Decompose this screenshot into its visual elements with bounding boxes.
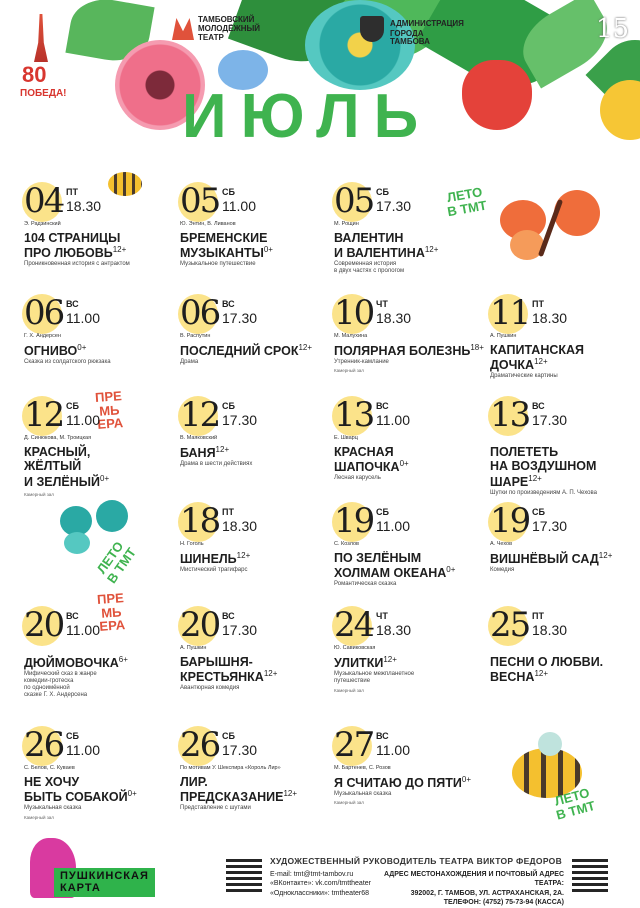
event-genre: Музыкальное межпланетное путешествие bbox=[334, 670, 415, 684]
event-age-rating: 12+ bbox=[263, 669, 278, 679]
event-age-rating: 0+ bbox=[399, 459, 409, 469]
event-age-rating: 12+ bbox=[534, 357, 548, 367]
event-weekday: СБ bbox=[222, 731, 235, 741]
theatre-logo-line3: ТЕАТР bbox=[198, 33, 224, 42]
event-age-rating: 0+ bbox=[263, 245, 273, 255]
event-author: Е. Шварц bbox=[334, 435, 358, 441]
event-title bbox=[490, 655, 603, 685]
event-time: 18.30 bbox=[222, 518, 258, 534]
event-genre: Утренник-камлание bbox=[334, 358, 389, 365]
event-weekday: ВС bbox=[66, 611, 79, 621]
event-time: 17.30 bbox=[222, 310, 258, 326]
event-age-rating: 0+ bbox=[446, 565, 456, 575]
event-title-text: ЛИР. ПРЕДСКАЗАНИЕ bbox=[180, 775, 284, 805]
bee-wing-icon bbox=[538, 732, 562, 756]
leto-sticker: ЛЕТО В ТМТ bbox=[93, 538, 139, 586]
event-genre: Проникновенная история с антрактом bbox=[24, 261, 130, 267]
event-time: 18.30 bbox=[376, 310, 412, 326]
event-age-rating: 12+ bbox=[236, 551, 251, 560]
email-link[interactable]: E-mail: tmt@tmt-tambov.ru bbox=[270, 871, 354, 878]
event-genre: Драма в шести действиях bbox=[180, 460, 253, 467]
event-time: 17.30 bbox=[532, 412, 568, 428]
ok-link[interactable]: «Одноклассники»: tmtheater68 bbox=[270, 889, 370, 897]
event-time: 11.00 bbox=[222, 198, 256, 214]
event-title-text: ВАЛЕНТИН И ВАЛЕНТИНА bbox=[334, 231, 425, 261]
event-title bbox=[24, 775, 137, 805]
event-title bbox=[334, 445, 409, 475]
event-weekday: ВС bbox=[376, 401, 389, 411]
event-author: По мотивам У. Шекспира «Король Лир» bbox=[180, 765, 281, 771]
event-day: 25 bbox=[490, 605, 530, 645]
event-weekday: ЧТ bbox=[376, 611, 388, 621]
contacts bbox=[270, 870, 371, 898]
event-title-text: КРАСНЫЙ, ЖЁЛТЫЙ И ЗЕЛЁНЫЙ bbox=[24, 445, 101, 489]
leto-sticker: ЛЕТО В ТМТ bbox=[552, 784, 597, 823]
victory-badge-text: ПОБЕДА! bbox=[20, 88, 67, 99]
event-age-rating: 0+ bbox=[100, 473, 110, 483]
event-day: 19 bbox=[334, 501, 374, 541]
qr-code[interactable] bbox=[226, 856, 262, 892]
event-author: М. Малухина bbox=[334, 333, 368, 339]
event-title-text: ШИНЕЛЬ bbox=[180, 552, 237, 567]
coat-of-arms-icon bbox=[360, 16, 384, 42]
event-weekday: ПТ bbox=[66, 187, 78, 197]
event-author: А. Чехов bbox=[490, 541, 512, 547]
event-genre: Музыкальное путешествие bbox=[180, 261, 256, 267]
address-label: АДРЕС МЕСТОНАХОЖДЕНИЯ И ПОЧТОВЫЙ АДРЕС ТЕАТРА: bbox=[383, 871, 564, 888]
event-genre: Представление с шутами bbox=[180, 805, 251, 811]
theatre-logo-icon bbox=[172, 18, 194, 40]
pushkin-card[interactable] bbox=[20, 838, 220, 898]
event-genre: Лесная карусель bbox=[334, 475, 381, 481]
event-time: 18.30 bbox=[376, 622, 412, 638]
event-title-text: ПЕСНИ О ЛЮБВИ. ВЕСНА bbox=[490, 655, 604, 685]
event-day: 04 bbox=[24, 181, 64, 221]
event-title-text: КАПИТАНСКАЯ ДОЧКА bbox=[490, 343, 585, 373]
event-time: 18.30 bbox=[66, 198, 102, 214]
event-title bbox=[180, 775, 297, 805]
event-day: 27 bbox=[334, 725, 374, 765]
event-day: 18 bbox=[180, 501, 220, 541]
event-genre: Музыкальная сказка bbox=[334, 790, 392, 797]
event-title bbox=[24, 231, 126, 261]
event-age-rating: 12+ bbox=[283, 789, 298, 799]
event-title-text: БРЕМЕНСКИЕ МУЗЫКАНТЫ bbox=[180, 231, 268, 261]
event-genre: Комедия bbox=[490, 566, 515, 573]
event-author: Ю. Савиковская bbox=[334, 645, 376, 651]
anniversary-mark: 15 bbox=[596, 14, 630, 44]
event-genre: Мистический трагифарс bbox=[180, 566, 248, 573]
address-block bbox=[378, 870, 564, 908]
event-time: 17.30 bbox=[532, 518, 568, 534]
event-title bbox=[24, 655, 128, 671]
event-title bbox=[24, 445, 109, 489]
event-time: 18.30 bbox=[532, 310, 568, 326]
event-title-text: НЕ ХОЧУ БЫТЬ СОБАКОЙ bbox=[24, 775, 128, 805]
event-day: 10 bbox=[334, 293, 374, 333]
event-time: 18.30 bbox=[532, 622, 568, 638]
event-day: 05 bbox=[334, 181, 374, 221]
event-title-text: ПОСЛЕДНИЙ СРОК bbox=[180, 344, 299, 359]
event-title-text: Я СЧИТАЮ ДО ПЯТИ bbox=[334, 776, 462, 791]
admin-logo-line2: ГОРОДА ТАМБОВА bbox=[390, 29, 430, 47]
event-genre: Драма bbox=[180, 358, 199, 365]
event-weekday: ПТ bbox=[532, 611, 544, 621]
address: 392002, Г. ТАМБОВ, УЛ. АСТРАХАНСКАЯ, 2А. bbox=[410, 889, 564, 897]
monument-icon bbox=[34, 14, 48, 62]
event-age-rating: 12+ bbox=[215, 445, 230, 454]
event-weekday: ВС bbox=[532, 401, 545, 411]
event-title bbox=[334, 775, 471, 791]
event-age-rating: 0+ bbox=[127, 789, 137, 799]
event-age-rating: 18+ bbox=[470, 343, 484, 352]
event-genre: Мифический сказ в жанре комедии-гротеска по одноимённой сказке Г. Х. Андерсена bbox=[24, 670, 97, 699]
event-weekday: ВС bbox=[222, 611, 235, 621]
event-author: М. Бартенев, С. Розов bbox=[334, 765, 391, 771]
event-day: 13 bbox=[334, 395, 374, 435]
event-time: 17.30 bbox=[376, 198, 412, 214]
event-day: 26 bbox=[180, 725, 220, 765]
event-title bbox=[180, 445, 229, 461]
event-age-rating: 12+ bbox=[598, 551, 613, 560]
event-time: 11.00 bbox=[376, 742, 410, 758]
event-title-text: КРАСНАЯ ШАПОЧКА bbox=[334, 445, 400, 475]
theatre-logo-line1: ТАМБОВСКИЙ bbox=[198, 15, 255, 24]
event-day: 12 bbox=[24, 395, 64, 435]
event-day: 12 bbox=[180, 395, 220, 435]
event-age-rating: 12+ bbox=[528, 473, 542, 483]
event-title bbox=[334, 551, 455, 581]
qr-code[interactable] bbox=[572, 856, 608, 892]
vk-link[interactable]: «ВКонтакте»: vk.com/tmttheater bbox=[270, 880, 371, 888]
event-age-rating: 0+ bbox=[77, 343, 87, 352]
month-title: ИЮЛЬ bbox=[182, 82, 433, 151]
event-day: 06 bbox=[180, 293, 220, 333]
event-weekday: ВС bbox=[222, 299, 235, 309]
butterfly-icon bbox=[500, 190, 600, 270]
event-weekday: СБ bbox=[376, 187, 389, 197]
event-genre: Сказка из солдатского рюкзака bbox=[24, 358, 111, 365]
event-weekday: ВС bbox=[376, 731, 389, 741]
event-age-rating: 6+ bbox=[118, 655, 128, 664]
event-time: 17.30 bbox=[222, 742, 258, 758]
event-age-rating: 0+ bbox=[461, 775, 471, 784]
event-title-text: БАРЫШНЯ- КРЕСТЬЯНКА bbox=[180, 655, 264, 685]
director-line: ХУДОЖЕСТВЕННЫЙ РУКОВОДИТЕЛЬ ТЕАТРА ВИКТОР ФЕДОРОВ bbox=[270, 856, 563, 866]
leto-sticker: ЛЕТО В ТМТ bbox=[445, 184, 488, 219]
event-title bbox=[334, 231, 438, 261]
event-title-text: 104 СТРАНИЦЫ ПРО ЛЮБОВЬ bbox=[24, 231, 121, 261]
event-weekday: СБ bbox=[66, 731, 79, 741]
event-title bbox=[180, 655, 277, 685]
event-venue: Камерный зал bbox=[334, 368, 364, 373]
event-day: 13 bbox=[490, 395, 530, 435]
event-author: С. Белов, С. Кувaев bbox=[24, 765, 75, 771]
event-genre: Современная история в двух частях с прологом bbox=[334, 261, 405, 275]
event-author: В. Маяковский bbox=[180, 435, 218, 441]
event-weekday: СБ bbox=[66, 401, 79, 411]
event-title bbox=[490, 343, 584, 373]
event-time: 11.00 bbox=[376, 412, 410, 428]
event-author: Г. Х. Андерсен bbox=[24, 333, 61, 339]
event-time: 11.00 bbox=[66, 742, 100, 758]
event-time: 17.30 bbox=[222, 622, 258, 638]
event-age-rating: 12+ bbox=[534, 669, 549, 679]
pushkin-card-label: ПУШКИНСКАЯ КАРТА bbox=[54, 868, 155, 897]
event-age-rating: 12+ bbox=[112, 245, 127, 255]
event-title-text: ПОЛЕТЕТЬ НА ВОЗДУШНОМ ШАРЕ bbox=[490, 445, 597, 489]
event-author: Ю. Энтин, В. Ливанов bbox=[180, 221, 236, 227]
event-venue: Камерный зал bbox=[334, 800, 364, 805]
event-day: 06 bbox=[24, 293, 64, 333]
event-genre: Шутки по произведениям А. П. Чехова bbox=[490, 489, 597, 496]
event-author: Э. Радзинский bbox=[24, 221, 61, 227]
bee-icon bbox=[108, 172, 142, 196]
premiere-sticker: ПРЕ МЬ ЕРА bbox=[94, 388, 124, 433]
event-weekday: СБ bbox=[222, 401, 235, 411]
event-weekday: СБ bbox=[222, 187, 235, 197]
event-title bbox=[24, 343, 86, 359]
event-weekday: ПТ bbox=[532, 299, 544, 309]
event-title bbox=[334, 343, 484, 359]
event-time: 11.00 bbox=[66, 622, 100, 638]
event-author: А. Пушкин bbox=[180, 645, 207, 651]
event-title bbox=[334, 655, 397, 671]
event-age-rating: 12+ bbox=[424, 245, 439, 255]
event-genre: Музыкальная сказка bbox=[24, 805, 82, 811]
event-title bbox=[180, 343, 312, 359]
event-time: 17.30 bbox=[222, 412, 258, 428]
event-author: Д. Синюкова, М. Троицкая bbox=[24, 435, 92, 441]
red-tulip bbox=[462, 60, 532, 130]
event-time: 11.00 bbox=[66, 310, 100, 326]
event-day: 20 bbox=[24, 605, 64, 645]
event-age-rating: 12+ bbox=[298, 343, 313, 352]
event-day: 11 bbox=[490, 293, 530, 333]
theatre-logo-line2: МОЛОДЁЖНЫЙ bbox=[198, 24, 261, 33]
event-title-text: ОГНИВО bbox=[24, 344, 78, 359]
premiere-sticker: ПРЕ МЬ ЕРА bbox=[96, 590, 126, 635]
event-day: 05 bbox=[180, 181, 220, 221]
event-title-text: ДЮЙМОВОЧКА bbox=[24, 656, 119, 671]
event-weekday: ВС bbox=[66, 299, 79, 309]
event-venue: Камерный зал bbox=[334, 687, 364, 693]
event-title-text: БАНЯ bbox=[180, 446, 216, 461]
event-title-text: ПОЛЯРНАЯ БОЛЕЗНЬ bbox=[334, 344, 471, 359]
event-title-text: ВИШНЁВЫЙ САД bbox=[490, 552, 599, 567]
event-time: 11.00 bbox=[66, 412, 100, 428]
event-title-text: ПО ЗЕЛЁНЫМ ХОЛМАМ ОКЕАНА bbox=[334, 551, 447, 581]
event-title-text: УЛИТКИ bbox=[334, 656, 384, 671]
event-genre: Романтическая сказка bbox=[334, 581, 397, 587]
event-title bbox=[490, 551, 612, 567]
victory-badge bbox=[20, 14, 67, 109]
event-author: А. Пушкин bbox=[490, 333, 517, 339]
event-day: 24 bbox=[334, 605, 374, 645]
event-author: В. Распутин bbox=[180, 333, 211, 339]
event-genre: Драматические картины bbox=[490, 373, 558, 379]
event-venue: Камерный зал bbox=[24, 814, 54, 820]
event-author: С. Козлов bbox=[334, 541, 359, 547]
event-day: 26 bbox=[24, 725, 64, 765]
event-genre: Авантюрная комедия bbox=[180, 685, 240, 691]
victory-badge-number: 80 bbox=[22, 62, 47, 87]
event-age-rating: 12+ bbox=[383, 655, 397, 664]
event-weekday: ПТ bbox=[222, 507, 234, 517]
event-title bbox=[180, 231, 273, 261]
event-title bbox=[180, 551, 250, 567]
admin-logo-line1: АДМИНИСТРАЦИЯ bbox=[390, 19, 464, 28]
event-author: Н. Гоголь bbox=[180, 541, 204, 547]
event-weekday: ЧТ bbox=[376, 299, 388, 309]
event-day: 20 bbox=[180, 605, 220, 645]
event-day: 19 bbox=[490, 501, 530, 541]
event-author: М. Рощин bbox=[334, 221, 359, 227]
event-weekday: СБ bbox=[532, 507, 545, 517]
event-title bbox=[490, 445, 596, 489]
event-venue: Камерный зал bbox=[24, 491, 54, 497]
phone: ТЕЛЕФОН: (4752) 75-73-94 (КАССА) bbox=[443, 899, 564, 907]
event-time: 11.00 bbox=[376, 518, 410, 534]
event-weekday: СБ bbox=[376, 507, 389, 517]
